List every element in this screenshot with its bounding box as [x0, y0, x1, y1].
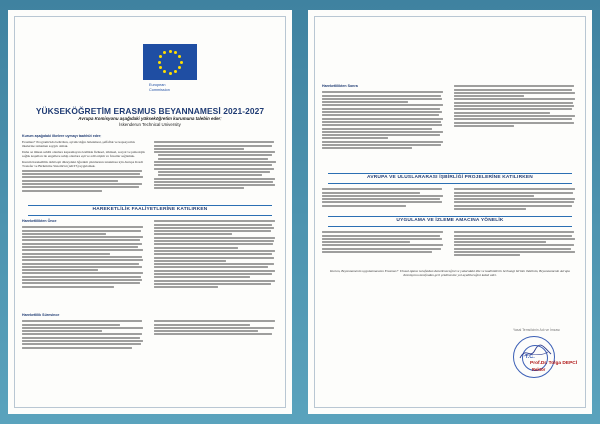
section-title-cooperation: AVRUPA VE ULUSLARARASI İŞBİRLİĞİ PROJELERİNE KATILIRKEN — [367, 175, 533, 180]
section-divider — [328, 183, 572, 184]
before-mobility-column-right — [154, 219, 278, 290]
section-divider — [328, 226, 572, 227]
section-divider — [328, 216, 572, 217]
eu-star-icon — [163, 51, 166, 54]
eu-star-icon — [178, 55, 181, 58]
intro-paragraph: Daha az imkan sahibi olanlara kapsamayan özellikle fiziksel, zihinsel, sosyal ve psikolojik sağlık koşulları ile engellere sahip olanlara eşit ve adil erişim ve fırsatlar sağlamak. — [22, 149, 145, 159]
cooperation-column-left — [322, 187, 446, 208]
eu-star-icon — [174, 70, 177, 73]
section-divider — [28, 215, 272, 216]
during-mobility-label: Hareketlilik Süresince — [22, 313, 60, 317]
section-title-implementation: UYGULAMA VE İZLEME AMACINA YÖNELİK — [396, 218, 504, 223]
charter-page-left — [8, 10, 292, 414]
charter-subtitle: Avrupa Komisyonu aşağıdaki yükseköğretim kurumuna talebin ederː — [78, 116, 222, 121]
intro-label: Kurum aşağıdaki ilkelere uymayı taahhüt ederː — [22, 134, 102, 138]
cooperation-column-right — [454, 187, 578, 211]
stamp-text: T.C. — [525, 354, 535, 360]
during-mobility-column-right — [154, 319, 278, 337]
institution-name: İskenderun Technical University — [119, 122, 181, 127]
eu-star-icon — [178, 66, 181, 69]
eu-star-icon — [169, 72, 172, 75]
eu-flag-logo — [143, 44, 197, 80]
eu-logo-caption — [149, 83, 170, 92]
eu-star-icon — [158, 61, 161, 64]
after-mobility-column-left — [322, 90, 446, 151]
logo-caption-line2: Commission — [149, 87, 170, 92]
section-title-mobility: HAREKETLİLİK FAALİYETLERİNE KATILIRKEN — [92, 207, 208, 212]
signature-caption: Yasal Temsilcinin Adı ve İmzası — [513, 328, 560, 332]
eu-star-icon — [159, 55, 162, 58]
charter-page-right — [308, 10, 592, 414]
signatory-name: Prof.Dr. Tolga DEPCİ — [530, 361, 578, 366]
during-mobility-column-left — [22, 319, 146, 350]
intro-column-left — [22, 140, 146, 193]
after-mobility-column-right — [454, 84, 578, 128]
charter-title: YÜKSEKÖĞRETİM ERASMUS BEYANNAMESİ 2021-2027 — [35, 106, 265, 116]
intro-paragraph: Kurum hareketlilik dahil eşit düzeydeki öğrenim çıktılarının tanınması için Avrupa Kredi Transfer ve Biriktirme Sistemi'ni (AKTS) uygulamak. — [22, 159, 143, 169]
before-mobility-column-left — [22, 225, 146, 289]
logo-caption-line1: European — [149, 83, 166, 87]
signatory-role: Rektör — [532, 367, 546, 372]
implementation-column-right — [454, 230, 578, 258]
after-mobility-label: Hareketlilikten Sonra — [322, 84, 358, 88]
implementation-column-left — [322, 230, 446, 254]
handwritten-signature — [518, 344, 554, 362]
eu-star-icon — [174, 51, 177, 54]
eu-star-icon — [180, 61, 183, 64]
section-divider — [328, 173, 572, 174]
before-mobility-label: Hareketlilikten Önce — [22, 219, 57, 223]
section-divider — [28, 205, 272, 206]
eu-star-icon — [159, 66, 162, 69]
eu-star-icon — [169, 50, 172, 53]
intro-column-right — [154, 140, 278, 191]
intro-paragraph: Erasmus+ Programı'nda belirtilen, ayrımcılığın önlenmesi, şeffaflık ve kapsayıcılık ilkelerine tamamen saygılı olmak. — [22, 140, 135, 149]
declaration-footer-note: Kurum, Beyannamenin uygulanmasının Erasmus+ Ulusal Ajansı tarafından denetleneceğini ve yukarıdaki ilke ve taahhütlerin herhangi birinin ihlalinin, Beyannamenin Avrupa Komisyonu tarafından geri çekilmesine yol açabileceğini kabul eder. — [330, 269, 570, 278]
eu-star-icon — [163, 70, 166, 73]
